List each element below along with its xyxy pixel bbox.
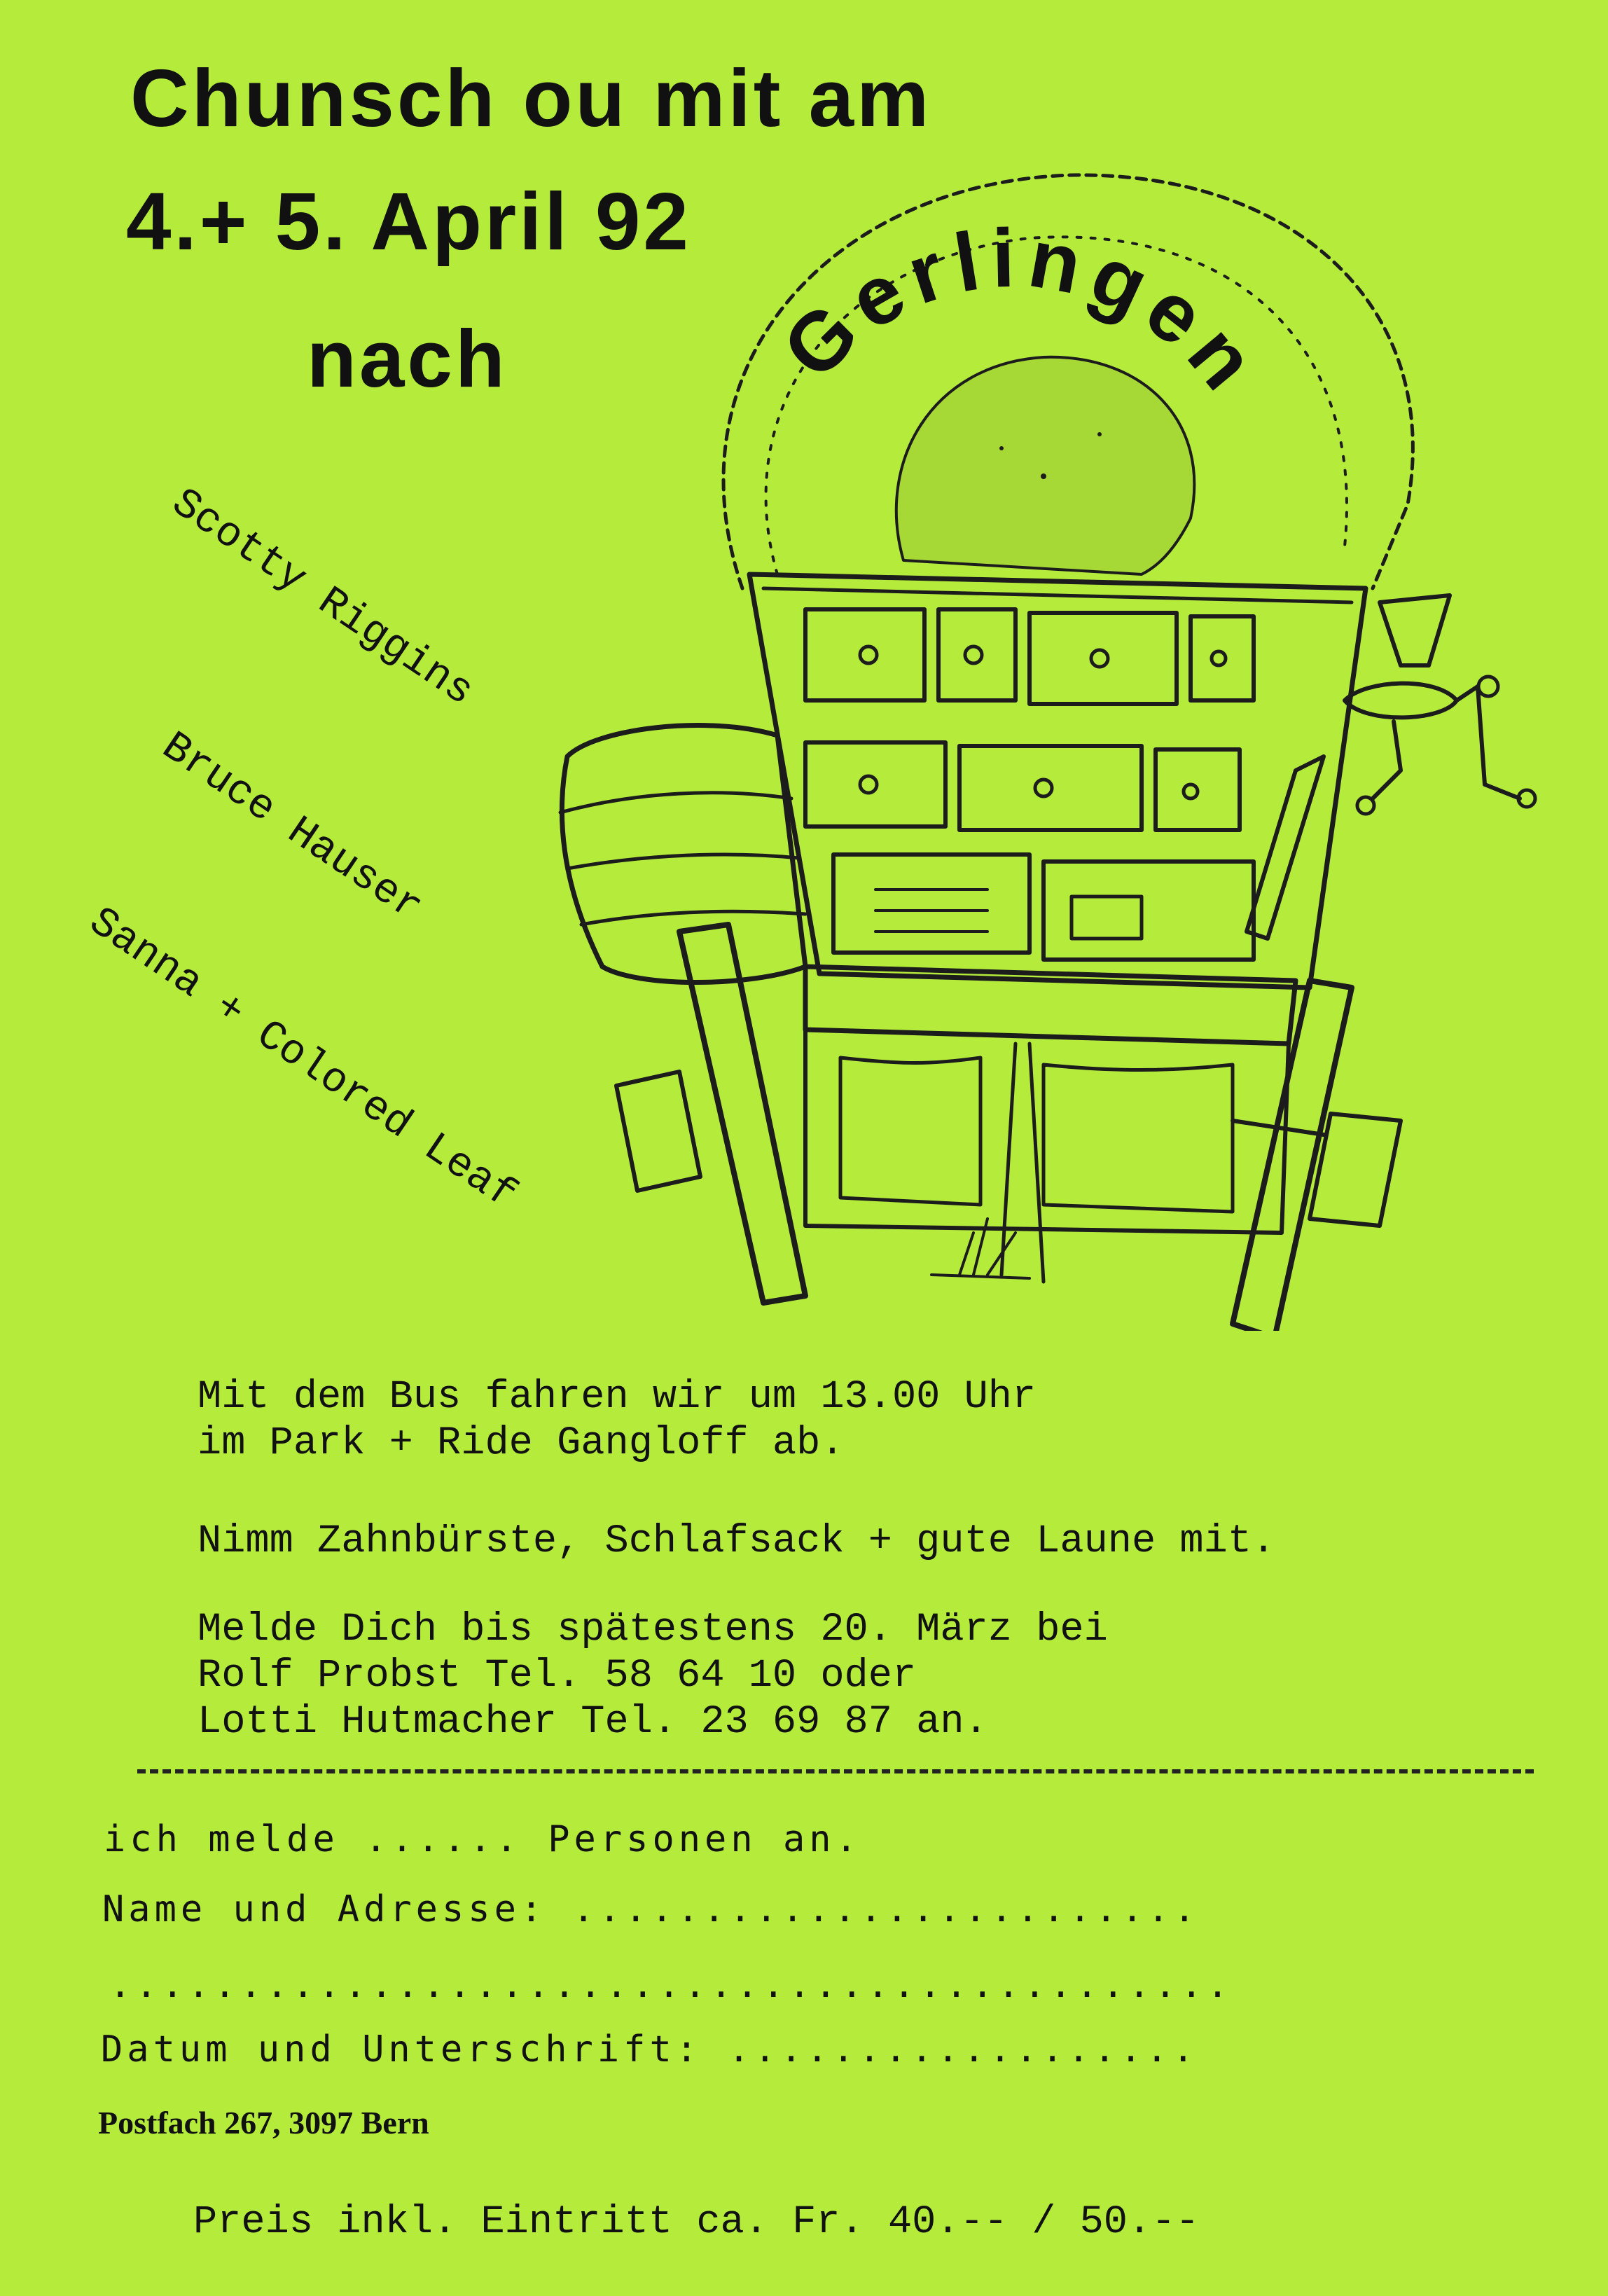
headline-line-2: 4.+ 5. April 92	[126, 176, 691, 267]
cut-line	[137, 1769, 1534, 1773]
form-name-address-line: Name und Adresse: ........................	[102, 1888, 1200, 1930]
form-continuation-line: ...........................................	[109, 1964, 1233, 2006]
headline-line-1: Chunsch ou mit am	[130, 53, 932, 144]
lineup-act-1: Scotty Riggins	[162, 479, 483, 717]
covered-wagon-illustration	[539, 154, 1541, 1331]
bus-info: Mit dem Bus fahren wir um 13.00 Uhr im Park + Ride Gangloff ab.	[197, 1375, 1037, 1466]
lineup-act-2: Bruce Hauser	[153, 723, 431, 932]
postal-address: Postfach 267, 3097 Bern	[98, 2105, 429, 2141]
headline-line-3: nach	[307, 313, 508, 404]
form-date-signature-line: Datum und Unterschrift: ..................	[101, 2028, 1198, 2070]
packing-info: Nimm Zahnbürste, Schlafsack + gute Laune mit.	[197, 1519, 1276, 1564]
registration-info: Melde Dich bis spätestens 20. März bei Rolf Probst Tel. 58 64 10 oder Lotti Hutmacher Tel. 23 69 87 an.	[197, 1607, 1108, 1745]
price-info: Preis inkl. Eintritt ca. Fr. 40.-- / 50.--	[193, 2200, 1200, 2245]
lineup-act-3: Sanna + Colored Leaf	[80, 898, 525, 1220]
form-persons-line: ich melde ...... Personen an.	[104, 1818, 861, 1860]
destination-arc-text: Gerlingen	[765, 212, 1280, 414]
